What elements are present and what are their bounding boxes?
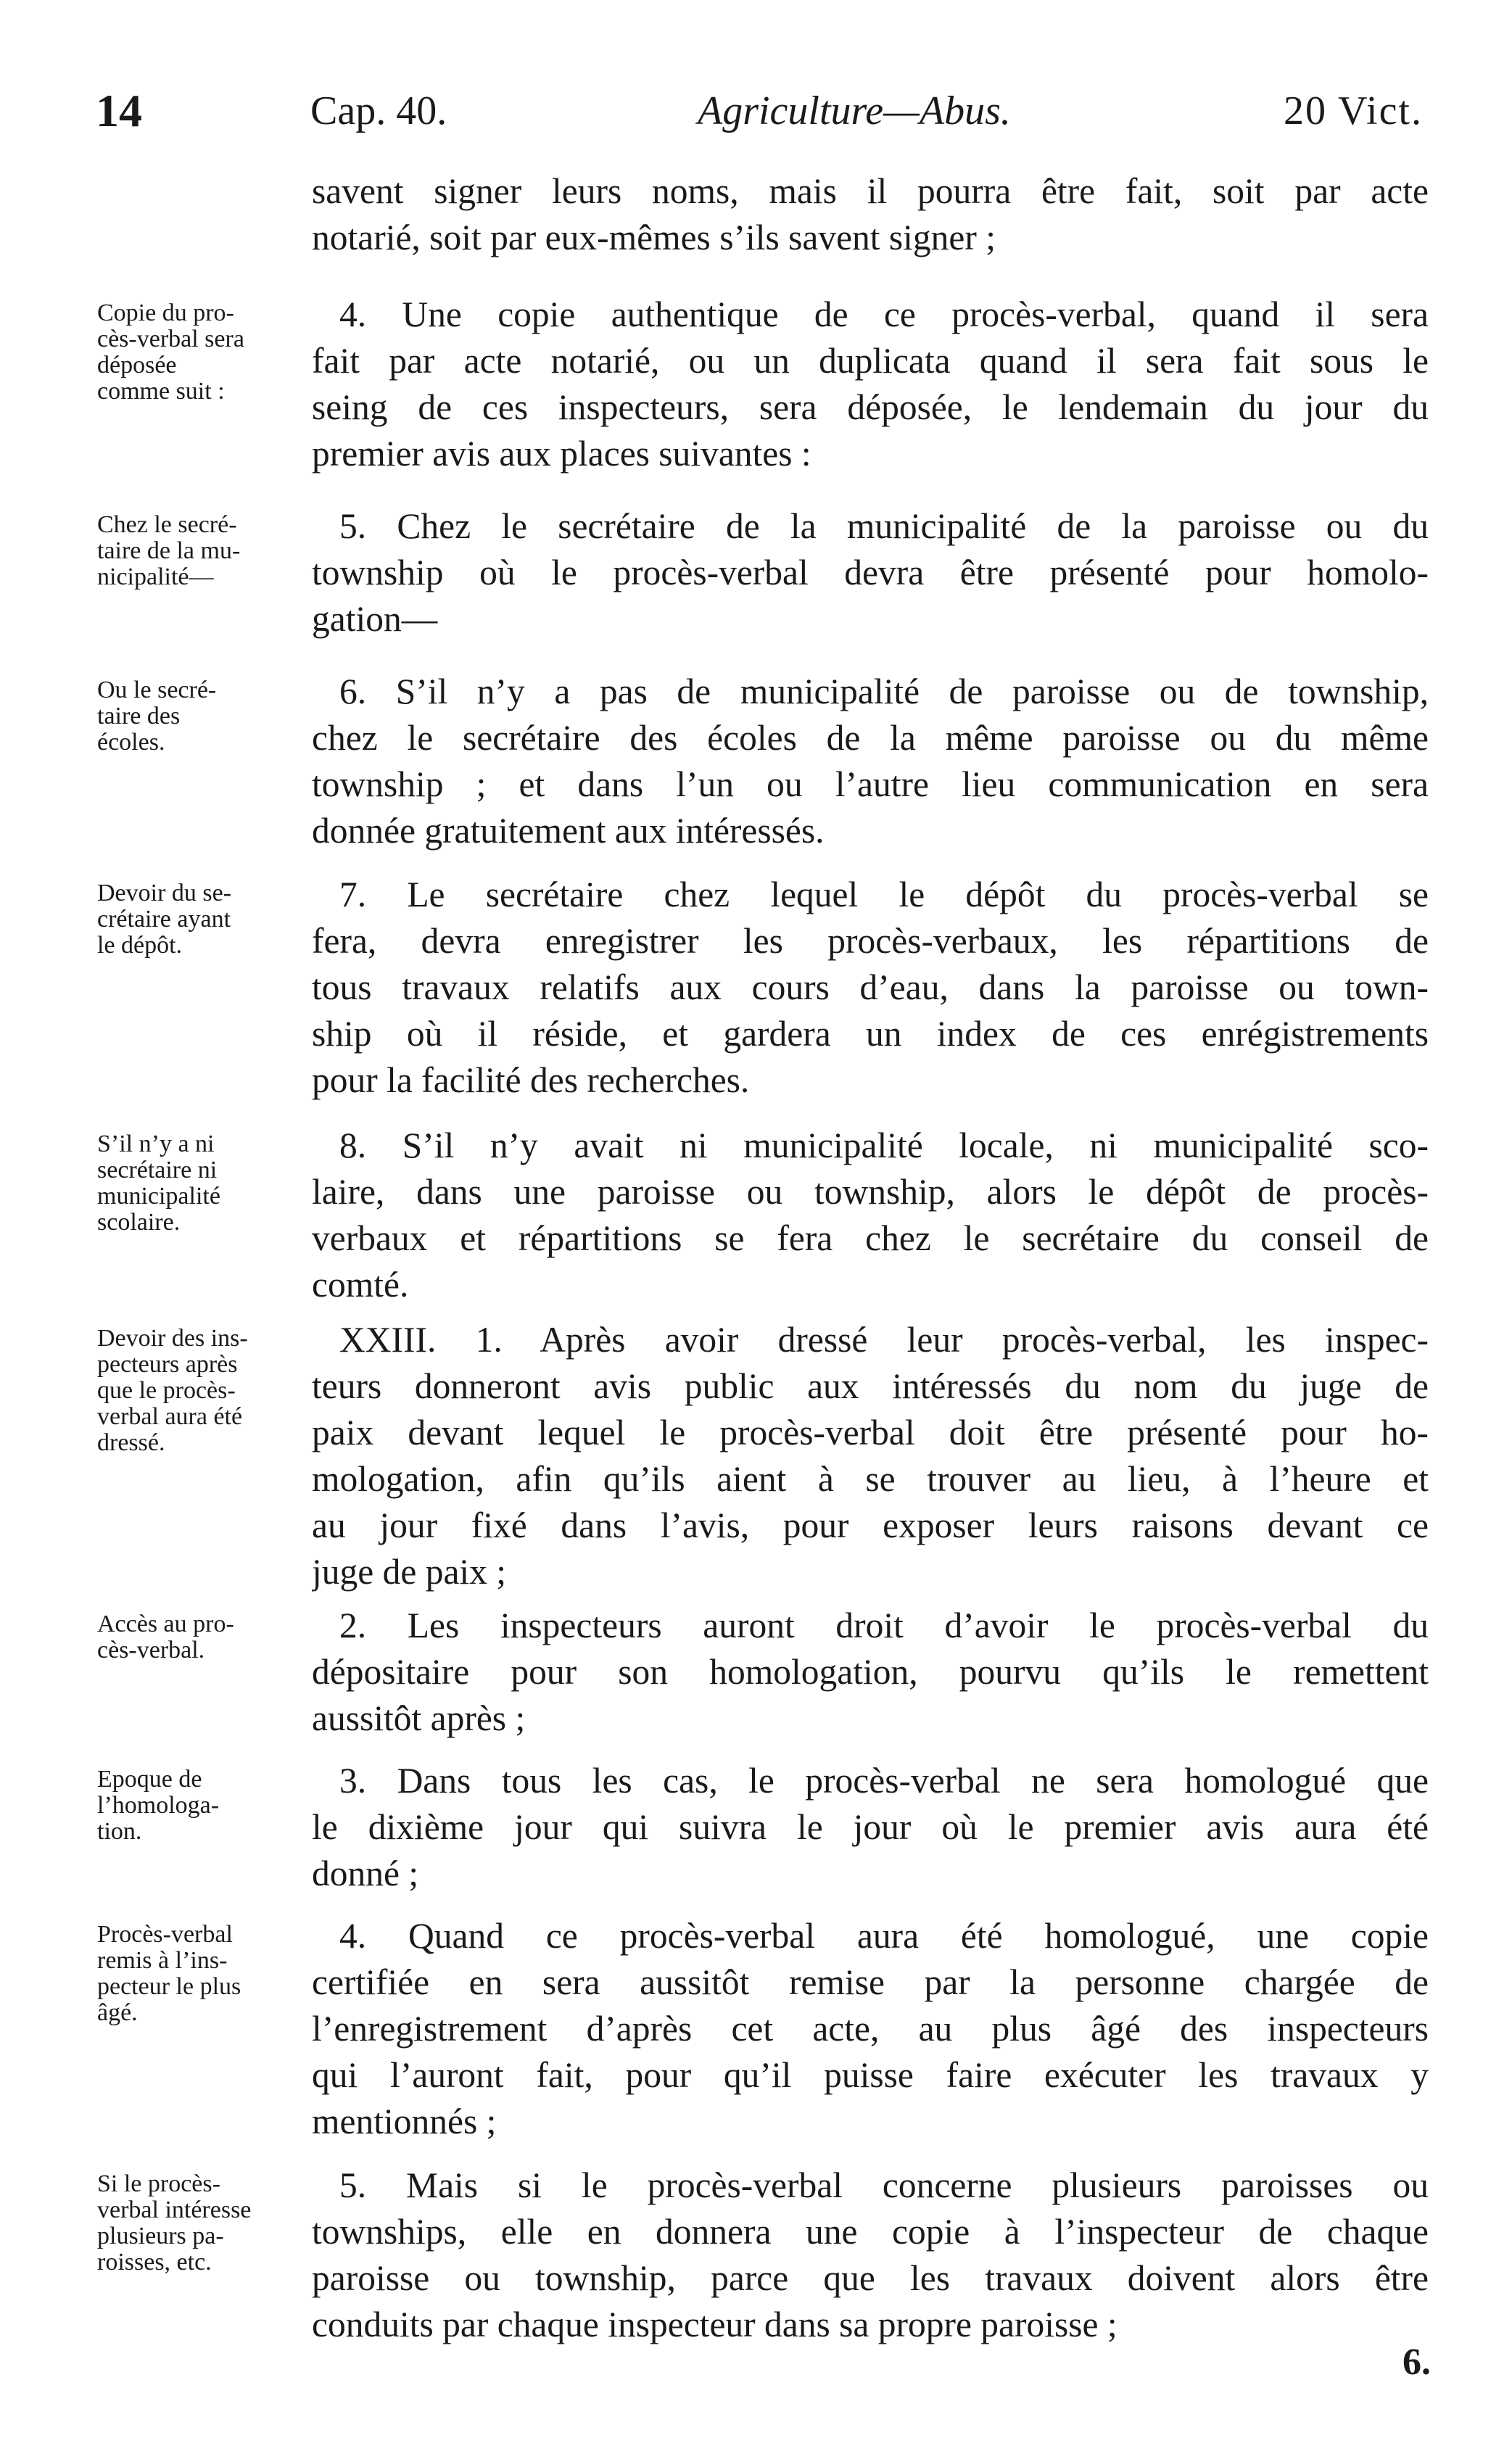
text-line: paix devant lequel le procès-verbal doit être présenté pour ho- (312, 1413, 1429, 1452)
text-line: donné ; (312, 1853, 419, 1893)
margin-note (97, 1766, 307, 1845)
text-line: teurs donneront avis public aux intéressés du nom du juge de (312, 1366, 1429, 1406)
margin-line: secrétaire ni (97, 1157, 218, 1183)
margin-note (97, 677, 307, 756)
text-line: l’enregistrement d’après cet acte, au plus âgé des inspecteurs (312, 2009, 1429, 2049)
margin-line: Devoir du se- (97, 880, 232, 906)
margin-line: taire de la mu- (97, 537, 241, 564)
text-line: laire, dans une paroisse ou township, alors le dépôt de procès- (312, 1172, 1429, 1212)
margin-line: que le procès- (97, 1377, 236, 1404)
margin-line: tion. (97, 1818, 142, 1845)
margin-line: roisses, etc. (97, 2249, 212, 2276)
text-line: savent signer leurs noms, mais il pourra être fait, soit par acte (312, 171, 1429, 211)
paragraph-5 (312, 503, 1429, 642)
text-line: 3. Dans tous les cas, le procès-verbal ne sera homologué que (339, 1761, 1429, 1801)
text-line: seing de ces inspecteurs, sera déposée, le lendemain du jour du (312, 387, 1429, 427)
section-23-paragraph-3 (312, 1758, 1429, 1897)
text-line: conduits par chaque inspecteur dans sa propre paroisse ; (312, 2305, 1118, 2344)
paragraph-6 (312, 669, 1429, 854)
text-line: 7. Le secrétaire chez lequel le dépôt du procès-verbal se (339, 875, 1429, 914)
margin-line: l’homologa- (97, 1792, 220, 1819)
section-23-paragraph-5 (312, 2162, 1429, 2348)
paragraph-4 (312, 292, 1429, 477)
margin-note (97, 2171, 307, 2276)
margin-line: déposée (97, 352, 177, 379)
text-line: township ; et dans l’un ou l’autre lieu communication en sera (312, 764, 1429, 804)
page-number: 14 (96, 85, 142, 136)
margin-line: Copie du pro- (97, 299, 234, 326)
running-title: Agriculture—Abus. (698, 88, 1011, 133)
text-line: 5. Chez le secrétaire de la municipalité de la paroisse ou du (339, 506, 1429, 546)
text-line: 4. Quand ce procès-verbal aura été homologué, une copie (339, 1916, 1429, 1956)
text-line: 4. Une copie authentique de ce procès-verbal, quand il sera (339, 294, 1429, 334)
margin-note (97, 1611, 307, 1664)
running-header (96, 86, 1423, 144)
margin-line: dressé. (97, 1429, 165, 1456)
margin-line: âgé. (97, 1999, 138, 2026)
text-line: verbaux et répartitions se fera chez le secrétaire du conseil de (312, 1218, 1429, 1258)
section-23-paragraph-2 (312, 1603, 1429, 1742)
margin-line: crétaire ayant (97, 906, 231, 933)
text-line: 2. Les inspecteurs auront droit d’avoir le procès-verbal du (339, 1605, 1429, 1645)
margin-line: comme suit : (97, 378, 225, 405)
text-line: paroisse ou township, parce que les travaux doivent alors être (312, 2258, 1429, 2298)
margin-line: Ou le secré- (97, 677, 217, 703)
margin-line: pecteurs après (97, 1351, 238, 1378)
margin-line: pecteur le plus (97, 1973, 241, 2000)
margin-line: Devoir des ins- (97, 1325, 248, 1352)
catchword: 6. (1402, 2342, 1431, 2383)
text-line: comté. (312, 1265, 409, 1305)
text-line: donnée gratuitement aux intéressés. (312, 811, 825, 851)
text-line: 5. Mais si le procès-verbal concerne plusieurs paroisses ou (339, 2165, 1429, 2205)
section-23-paragraph-1 (312, 1317, 1429, 1595)
text-line: fera, devra enregistrer les procès-verbaux, les répartitions de (312, 921, 1429, 961)
margin-note (97, 1326, 307, 1456)
text-line: aussitôt après ; (312, 1698, 526, 1738)
text-line: fait par acte notarié, ou un duplicata quand il sera fait sous le (312, 341, 1429, 381)
text-line: 6. S’il n’y a pas de municipalité de paroisse ou de township, (339, 671, 1429, 711)
margin-line: écoles. (97, 729, 165, 756)
paragraph-continuation (312, 168, 1429, 261)
text-line: chez le secrétaire des écoles de la même paroisse ou du même (312, 718, 1429, 758)
text-line: gation— (312, 599, 438, 639)
margin-line: plusieurs pa- (97, 2223, 224, 2249)
margin-line: Procès-verbal (97, 1921, 233, 1948)
margin-note (97, 300, 307, 405)
margin-line: remis à l’ins- (97, 1947, 228, 1974)
margin-line: cès-verbal sera (97, 326, 244, 352)
paragraph-7 (312, 872, 1429, 1104)
text-line: townships, elle en donnera une copie à l’inspecteur de chaque (312, 2212, 1429, 2252)
text-line: township où le procès-verbal devra être présenté pour homolo- (312, 553, 1429, 592)
margin-line: Chez le secré- (97, 511, 237, 538)
text-line: notarié, soit par eux-mêmes s’ils savent signer ; (312, 218, 996, 257)
margin-line: scolaire. (97, 1209, 181, 1236)
paragraph-8 (312, 1123, 1429, 1308)
text-line: tous travaux relatifs aux cours d’eau, dans la paroisse ou town- (312, 967, 1429, 1007)
regnal-year: 20 Vict. (1283, 88, 1423, 133)
margin-line: nicipalité— (97, 563, 214, 590)
text-line: juge de paix ; (312, 1552, 507, 1592)
margin-line: Epoque de (97, 1766, 202, 1793)
margin-line: taire des (97, 703, 181, 730)
text-line: XXIII. 1. Après avoir dressé leur procès-verbal, les inspec- (339, 1320, 1429, 1360)
text-line: qui l’auront fait, pour qu’il puisse faire exécuter les travaux y (312, 2055, 1429, 2095)
margin-note (97, 880, 307, 959)
margin-note (97, 1131, 307, 1236)
margin-line: Si le procès- (97, 2170, 220, 2197)
margin-note (97, 512, 307, 590)
margin-line: Accès au pro- (97, 1611, 234, 1637)
text-line: au jour fixé dans l’avis, pour exposer leurs raisons devant ce (312, 1505, 1429, 1545)
margin-line: municipalité (97, 1183, 220, 1210)
text-line: premier avis aux places suivantes : (312, 434, 811, 474)
text-line: 8. S’il n’y avait ni municipalité locale, ni municipalité sco- (339, 1125, 1429, 1165)
text-line: mentionnés ; (312, 2101, 497, 2141)
margin-line: S’il n’y a ni (97, 1131, 215, 1157)
margin-line: verbal intéresse (97, 2196, 252, 2223)
text-line: pour la facilité des recherches. (312, 1060, 750, 1100)
margin-line: verbal aura été (97, 1403, 243, 1430)
margin-note (97, 1922, 307, 2026)
margin-line: cès-verbal. (97, 1637, 205, 1664)
text-line: dépositaire pour son homologation, pourvu qu’ils le remettent (312, 1652, 1429, 1692)
chapter-label: Cap. 40. (310, 88, 447, 133)
text-line: certifiée en sera aussitôt remise par la personne chargée de (312, 1962, 1429, 2002)
section-23-paragraph-4 (312, 1913, 1429, 2145)
margin-line: le dépôt. (97, 932, 183, 959)
text-line: ship où il réside, et gardera un index de ces enrégistrements (312, 1014, 1429, 1054)
text-line: le dixième jour qui suivra le jour où le premier avis aura été (312, 1807, 1429, 1847)
text-line: mologation, afin qu’ils aient à se trouver au lieu, à l’heure et (312, 1459, 1429, 1499)
